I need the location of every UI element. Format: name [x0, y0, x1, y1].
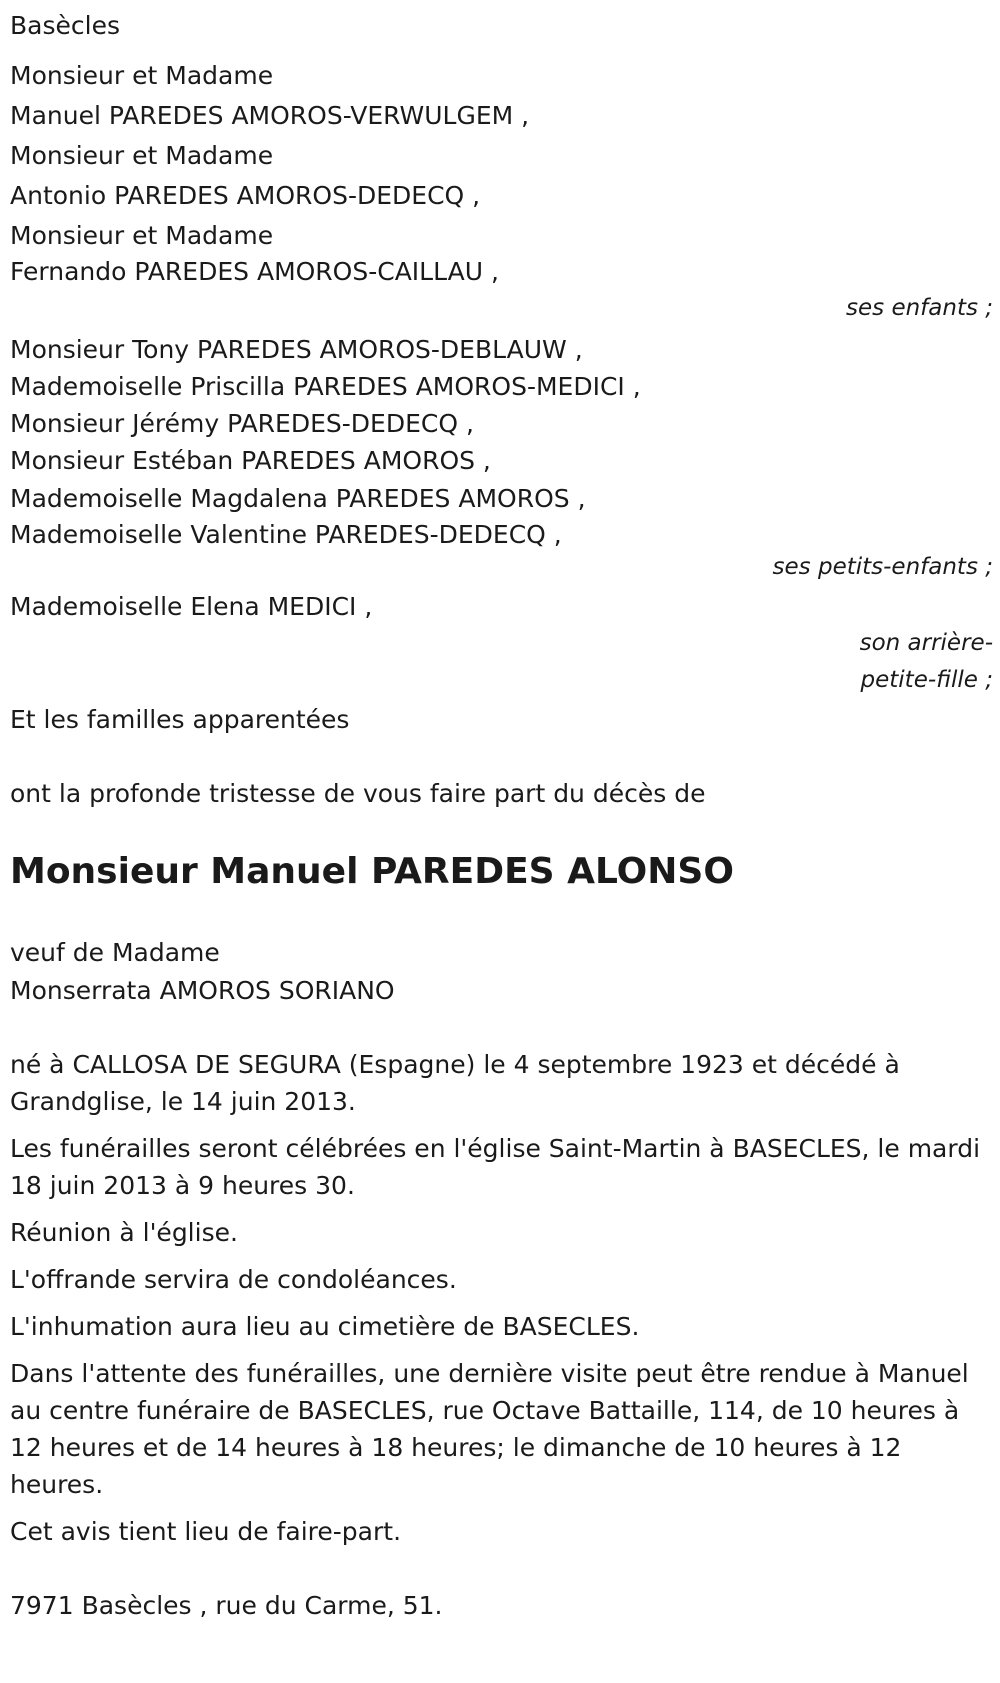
- meeting-paragraph: Réunion à l'église.: [10, 1218, 238, 1247]
- spacer: [10, 46, 995, 56]
- child-line: Antonio PAREDES AMOROS-DEDECQ ,: [10, 181, 481, 210]
- obituary-notice: [10, 6, 995, 1626]
- great-grandchild-line: Mademoiselle Elena MEDICI ,: [10, 592, 373, 621]
- great-grandchild-relation-2: petite-fille ;: [860, 667, 993, 693]
- grandchildren-relation: ses petits-enfants ;: [772, 554, 993, 580]
- grandchild-line: Monsieur Estéban PAREDES AMOROS ,: [10, 446, 491, 475]
- grandchildren-section: [10, 332, 995, 582]
- spacer: [10, 1010, 995, 1046]
- header-city: Basècles: [10, 11, 120, 40]
- families-line: Et les familles apparentées: [10, 705, 350, 734]
- offering-paragraph: L'offrande servira de condoléances.: [10, 1265, 457, 1294]
- grandchild-line: Mademoiselle Valentine PAREDES-DEDECQ ,: [10, 520, 562, 549]
- spacer: [10, 1550, 995, 1586]
- notice-paragraph: Cet avis tient lieu de faire-part.: [10, 1517, 402, 1546]
- funeral-paragraph: Les funérailles seront célébrées en l'église Saint-Martin à BASECLES, le mardi 18 juin 2013 à 9 heures 30.: [10, 1134, 981, 1200]
- spacer: [10, 900, 995, 934]
- child-line: Monsieur et Madame: [10, 141, 274, 170]
- grandchild-line: Monsieur Tony PAREDES AMOROS-DEBLAUW ,: [10, 335, 583, 364]
- grandchild-line: Mademoiselle Priscilla PAREDES AMOROS-MEDICI ,: [10, 372, 641, 401]
- spacer: [10, 740, 995, 774]
- great-grandchild-relation-1: son arrière-: [859, 630, 993, 656]
- child-line: Monsieur et Madame: [10, 61, 274, 90]
- address-line: 7971 Basècles , rue du Carme, 51.: [10, 1591, 443, 1620]
- spouse-line-2: Monserrata AMOROS SORIANO: [10, 976, 395, 1005]
- grandchild-line: Mademoiselle Magdalena PAREDES AMOROS ,: [10, 484, 586, 513]
- child-line: Fernando PAREDES AMOROS-CAILLAU ,: [10, 257, 499, 286]
- spacer: [10, 814, 995, 844]
- announcement-line: ont la profonde tristesse de vous faire part du décès de: [10, 779, 706, 808]
- grandchild-line: Monsieur Jérémy PAREDES-DEDECQ ,: [10, 409, 474, 438]
- spouse-line-1: veuf de Madame: [10, 938, 220, 967]
- burial-paragraph: L'inhumation aura lieu au cimetière de BASECLES.: [10, 1312, 640, 1341]
- children-relation: ses enfants ;: [846, 295, 993, 321]
- child-line: Manuel PAREDES AMOROS-VERWULGEM ,: [10, 101, 530, 130]
- birth-death-paragraph: né à CALLOSA DE SEGURA (Espagne) le 4 septembre 1923 et décédé à Grandglise, le 14 juin 2013.: [10, 1050, 900, 1116]
- children-section: [10, 56, 995, 328]
- visit-paragraph: Dans l'attente des funérailles, une dernière visite peut être rendue à Manuel au centre funéraire de BASECLES, rue Octave Battaille, 114, de 10 heures à 12 heures et de 14 heures à 18 heures; le dimanche de 10 heures à 12 heures.: [10, 1359, 969, 1499]
- great-grandchild-section: [10, 590, 995, 698]
- child-line: Monsieur et Madame: [10, 221, 274, 250]
- deceased-name: Monsieur Manuel PAREDES ALONSO: [10, 851, 734, 892]
